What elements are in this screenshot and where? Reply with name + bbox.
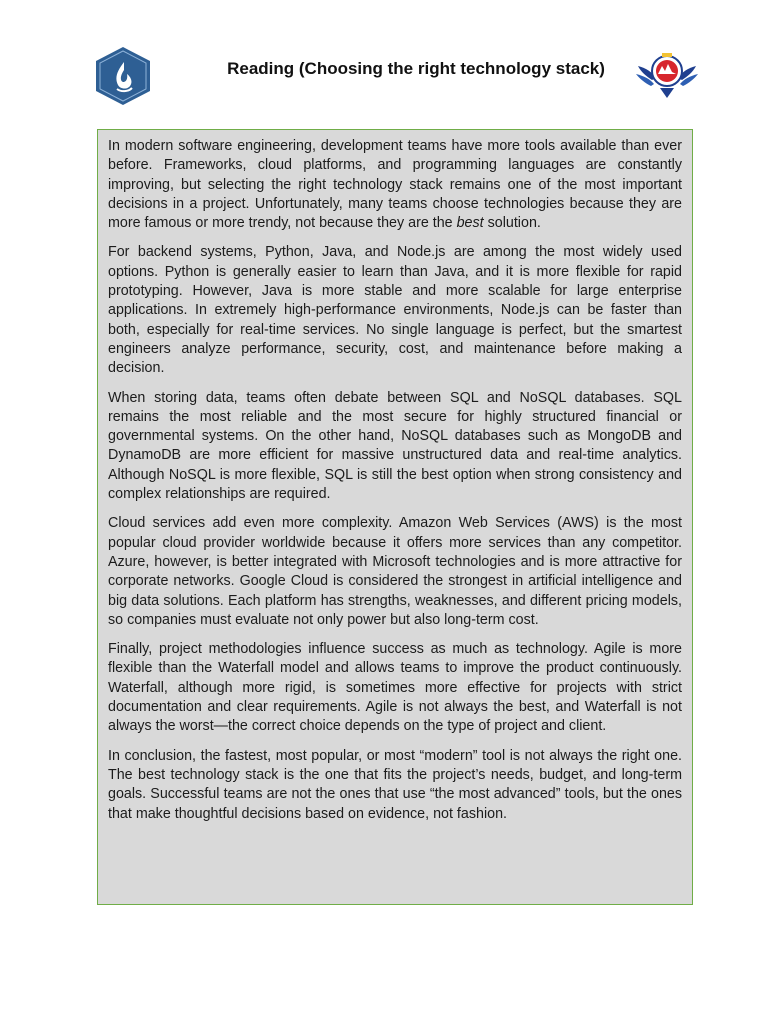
paragraph-backend: For backend systems, Python, Java, and Node.js are among the most widely used options. Python is generally easier to learn than Java, and it is more flexible for rapid prototyping. However, Java is more stable and more scalable for large enterprise applications. In extremely high-performance environments, Node.js can be faster than both, especially for real-time services. No single language is perfect, but the smartest engineers analyze performance, security, cost, and maintenance before making a decision. (108, 244, 682, 377)
paragraph-intro-ending: solution. (483, 215, 541, 232)
paragraph-conclusion: In conclusion, the fastest, most popular, or most “modern” tool is not always the right one. The best technology stack is the one that fits the project’s needs, budget, and long-term goals. Successful teams are not the ones that use “the most advanced” tools, but the ones that make thoughtful decisions based on evidence, not fashion. (108, 747, 682, 822)
paragraph-intro (108, 137, 682, 233)
reading-passage (97, 129, 693, 905)
paragraph-methodologies: Finally, project methodologies influence success as much as technology. Agile is more flexible than the Waterfall model and allows teams to improve the product continuously. Waterfall, although more rigid, is sometimes more effective for projects with strict documentation and clear requirements. Agile is not always the best, and Waterfall is not always the worst—the correct choice depends on the type of project and client. (108, 641, 682, 735)
paragraph-cloud: Cloud services add even more complexity. Amazon Web Services (AWS) is the most popular cloud provider worldwide because it offers more services than any competitor. Azure, however, is better integrated with Microsoft technologies and is more attractive for corporate networks. Google Cloud is considered the strongest in artificial intelligence and big data solutions. Each platform has strengths, weaknesses, and different pricing models, so companies must evaluate not only power but also long-term cost. (108, 515, 682, 628)
flame-hexagon-logo (94, 46, 152, 106)
winged-emblem-logo (634, 46, 700, 104)
page-title: Reading (Choosing the right technology stack) (227, 59, 605, 78)
page-header (0, 0, 768, 120)
emphasis-best: best (456, 215, 484, 232)
paragraph-databases: When storing data, teams often debate between SQL and NoSQL databases. SQL remains the most reliable and the most secure for highly structured financial or governmental systems. On the other hand, NoSQL databases such as MongoDB and DynamoDB are more efficient for massive unstructured data and real-time analytics. Although NoSQL is more flexible, SQL is still the best option when strong consistency and complex relationships are required. (108, 389, 682, 503)
paragraph-intro-text: In modern software engineering, development teams have more tools available than ever before. Frameworks, cloud platforms, and programming languages are constantly improving, but selecting the right technology stack remains one of the most important decisions in a project. Unfortunately, many teams choose technologies because they are more famous or more trendy, not because they are the (108, 138, 682, 232)
